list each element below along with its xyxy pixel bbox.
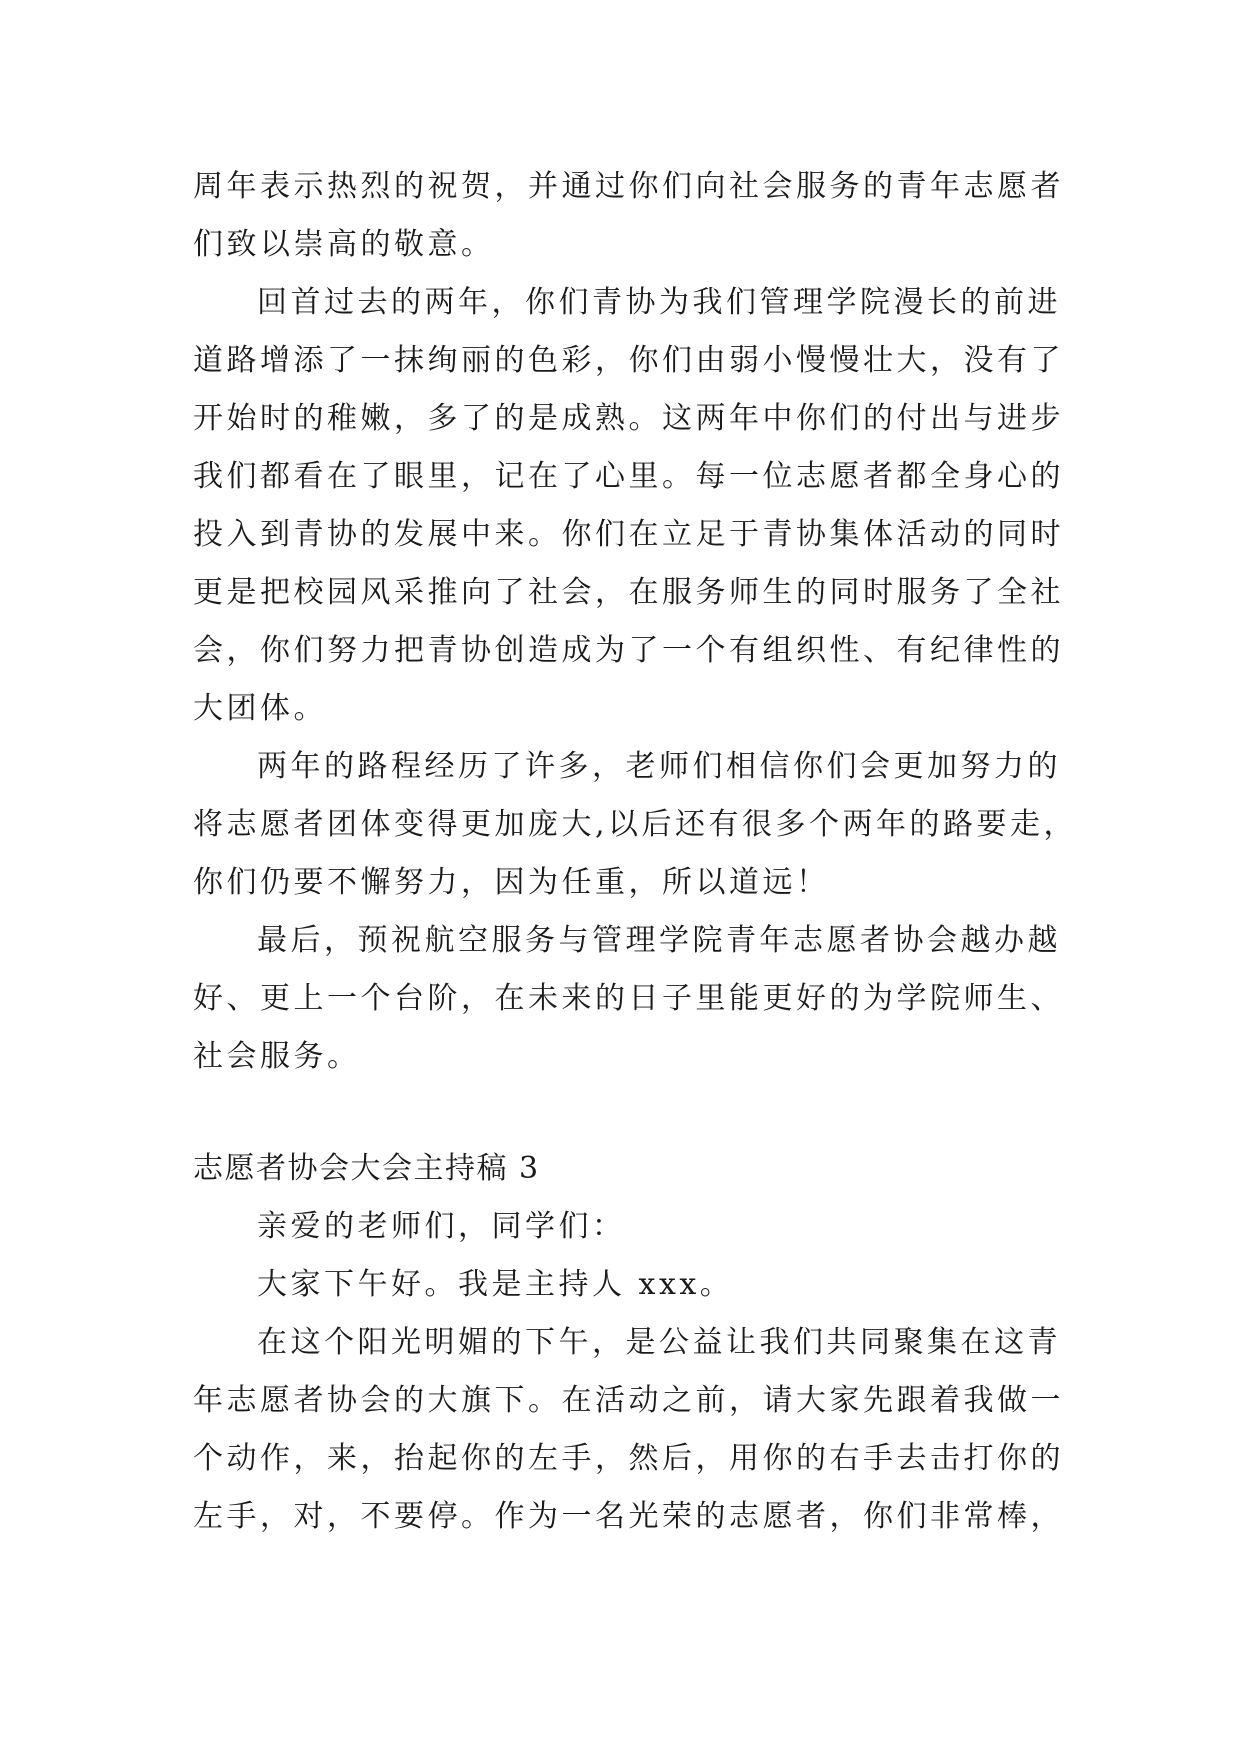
text-line: 大团体。 — [193, 691, 327, 726]
text-line: 社会服务。 — [193, 1039, 361, 1074]
text-line: 开始时的稚嫩，多了的是成熟。这两年中你们的付出与进步 — [193, 401, 1064, 436]
paragraph-congratulations — [193, 158, 1073, 274]
text-line: 个动作，来，抬起你的左手，然后，用你的右手去击打你的 — [193, 1441, 1064, 1476]
document-body — [193, 158, 1078, 1546]
text-line: 周年表示热烈的祝贺，并通过你们向社会服务的青年志愿者 — [193, 169, 1064, 204]
text-line: 更是把校园风采推向了社会，在服务师生的同时服务了全社 — [193, 575, 1064, 610]
greeting-line: 亲爱的老师们，同学们： — [257, 1209, 626, 1244]
paragraph-encouragement — [193, 738, 1078, 912]
paragraph-opening — [193, 1314, 1073, 1546]
text-line: 将志愿者团体变得更加庞大,以后还有很多个两年的路要走， — [193, 807, 1078, 842]
text-line: 们致以崇高的敬意。 — [193, 227, 495, 262]
text-line: 年志愿者协会的大旗下。在活动之前，请大家先跟着我做一 — [193, 1383, 1064, 1418]
text-line: 会，你们努力把青协创造成为了一个有组织性、有纪律性的 — [193, 633, 1064, 668]
text-line: 在这个阳光明媚的下午，是公益让我们共同聚集在这青 — [257, 1325, 1061, 1360]
paragraph-closing — [193, 912, 1073, 1086]
text-line: 好、更上一个台阶，在未来的日子里能更好的为学院师生、 — [193, 981, 1064, 1016]
text-line: 我们都看在了眼里，记在了心里。每一位志愿者都全身心的 — [193, 459, 1064, 494]
text-line: 投入到青协的发展中来。你们在立足于青协集体活动的同时 — [193, 517, 1064, 552]
text-line: 回首过去的两年，你们青协为我们管理学院漫长的前进 — [257, 285, 1061, 320]
section-spacer — [193, 1086, 1073, 1140]
text-line: 你们仍要不懈努力，因为任重，所以道远！ — [193, 865, 830, 900]
text-line: 两年的路程经历了许多，老师们相信你们会更加努力的 — [257, 749, 1061, 784]
section-heading: 志愿者协会大会主持稿 3 — [193, 1151, 540, 1186]
text-line: 最后，预祝航空服务与管理学院青年志愿者协会越办越 — [257, 923, 1061, 958]
text-line: 道路增添了一抹绚丽的色彩，你们由弱小慢慢壮大，没有了 — [193, 343, 1064, 378]
paragraph-review — [193, 274, 1073, 738]
intro-line: 大家下午好。我是主持人 xxx。 — [257, 1267, 734, 1302]
text-line: 左手，对，不要停。作为一名光荣的志愿者，你们非常棒， — [193, 1499, 1064, 1534]
